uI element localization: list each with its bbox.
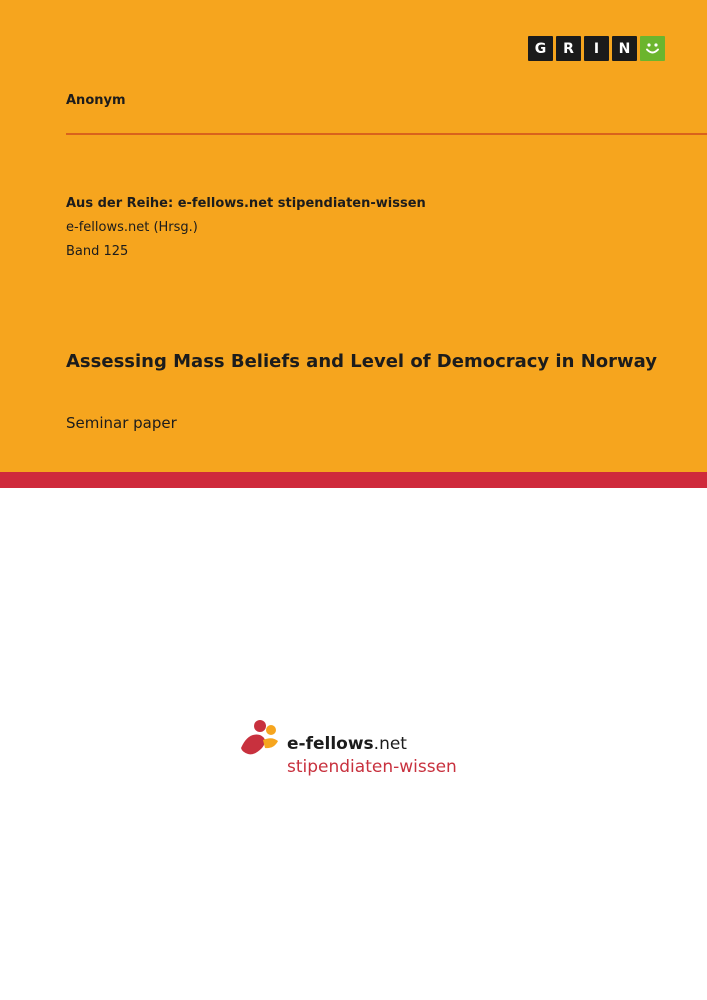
e-fellows-name: e-fellows.net xyxy=(287,734,407,754)
e-fellows-people-icon xyxy=(238,719,282,759)
e-fellows-logo xyxy=(238,719,478,781)
series-volume: Band 125 xyxy=(66,244,129,259)
e-fellows-tagline: stipendiaten-wissen xyxy=(287,757,457,777)
red-band xyxy=(0,472,707,488)
grin-letter-n: N xyxy=(612,36,637,61)
grin-letter-r: R xyxy=(556,36,581,61)
grin-letter-g: G xyxy=(528,36,553,61)
document-type: Seminar paper xyxy=(66,414,177,432)
grin-logo xyxy=(528,36,665,61)
divider-line xyxy=(66,133,707,135)
smile-icon xyxy=(640,36,665,61)
series-info xyxy=(66,192,426,264)
series-editor: e-fellows.net (Hrsg.) xyxy=(66,220,198,235)
series-title: Aus der Reihe: e-fellows.net stipendiaten-wissen xyxy=(66,196,426,211)
page-title: Assessing Mass Beliefs and Level of Democracy in Norway xyxy=(66,351,657,372)
author-name: Anonym xyxy=(66,93,126,108)
grin-letter-i: I xyxy=(584,36,609,61)
